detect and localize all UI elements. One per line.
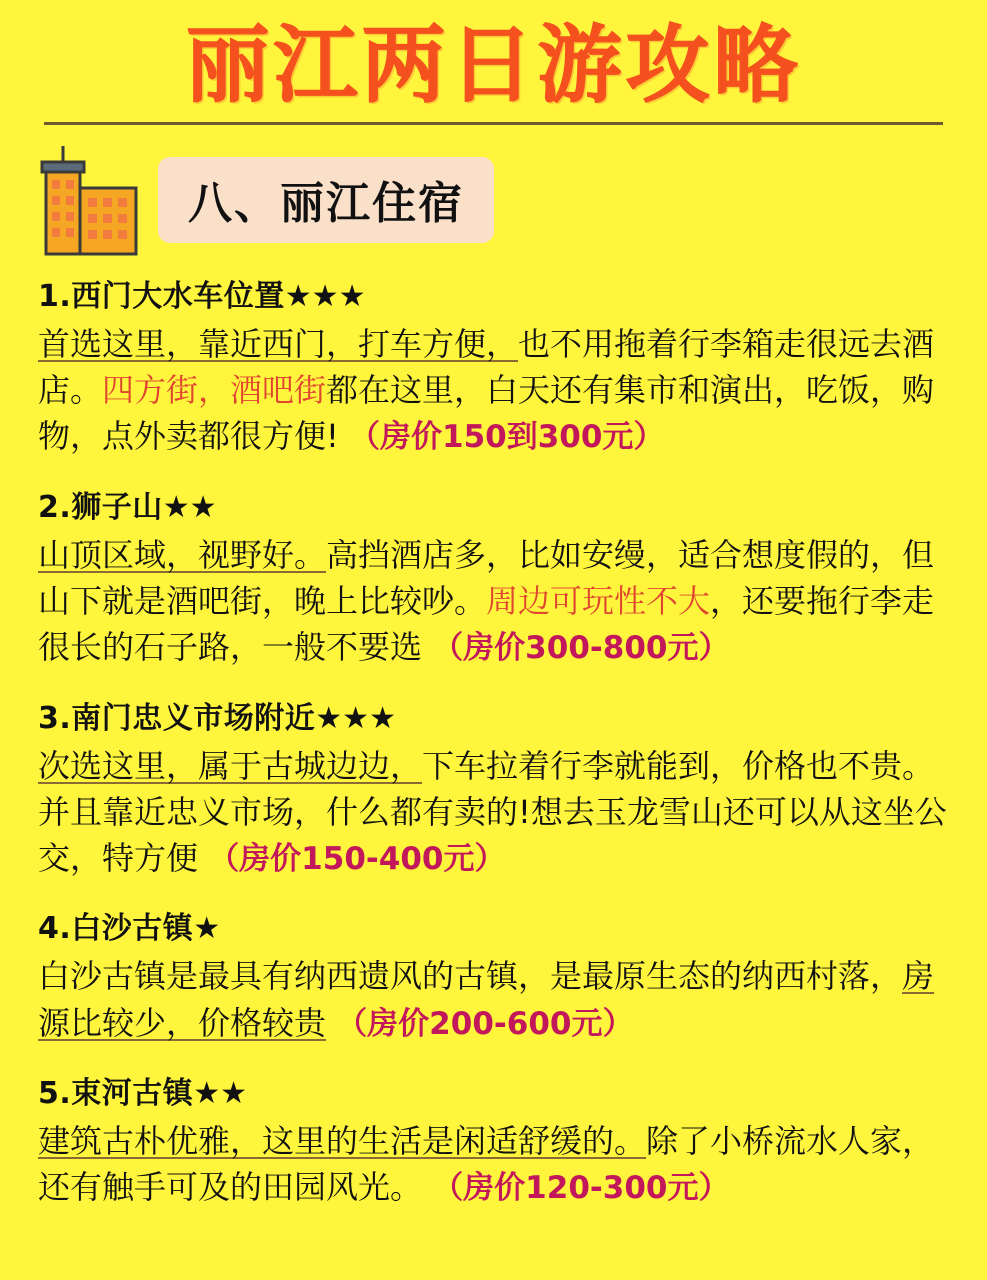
page-title: 丽江两日游攻略 (185, 16, 802, 114)
item-title (38, 1068, 949, 1112)
item-segment-underline: 次选这里，属于古城边边， (38, 746, 423, 785)
item-price: （房价150-400元） (208, 840, 506, 877)
item-body (38, 1118, 949, 1211)
item-segment-plain: 除了小桥流水人家，还有触手可及的田园风光。 (38, 1122, 935, 1207)
item-number: 4. (38, 911, 72, 947)
item-stars: ★★★ (284, 279, 366, 315)
list-item (38, 271, 949, 460)
item-segment-plain: 也不用拖着行李箱走很远去酒店。 (38, 325, 935, 410)
title-block (38, 0, 949, 125)
item-segment-plain: 白沙古镇是最具有纳西遗风的古镇，是最原生态的纳西村落， (38, 957, 903, 996)
item-price: （房价200-600元） (336, 1005, 634, 1042)
item-title (38, 693, 949, 737)
item-segment-highlight: 周边可玩性不大 (486, 581, 711, 620)
item-segment-plain: 下车拉着行李就能到，价格也不贵。并且靠近忠义市场，什么都有卖的!想去玉龙雪山还可以从这坐公交，特方便 (38, 746, 947, 877)
item-stars: ★★★ (315, 700, 396, 736)
item-segment-plain: 都在这里，白天还有集市和演出，吃饭，购物，点外卖都很方便! (38, 371, 935, 456)
title-divider (44, 122, 943, 125)
section-title: 八、丽江住宿 (188, 178, 464, 230)
item-body (38, 532, 949, 671)
item-number: 2. (38, 489, 72, 525)
item-name: 白沙古镇 (71, 911, 194, 947)
item-segment-underline: 房源比较少，价格较贵 (38, 957, 935, 1042)
item-title (38, 482, 949, 526)
list-item (38, 693, 949, 882)
item-body (38, 953, 949, 1046)
item-price: （房价300-800元） (432, 630, 730, 667)
item-number: 5. (38, 1076, 72, 1112)
item-number: 3. (38, 700, 72, 736)
item-number: 1. (38, 279, 72, 315)
item-segment-underline: 首选这里，靠近西门，打车方便， (38, 325, 519, 364)
item-price: （房价120-300元） (432, 1170, 730, 1207)
item-name: 束河古镇 (71, 1076, 194, 1112)
item-stars: ★ (193, 911, 221, 947)
lodging-list (38, 271, 949, 1211)
item-name: 西门大水车位置 (71, 279, 285, 315)
list-item (38, 903, 949, 1046)
item-segment-highlight: 四方街，酒吧街 (102, 371, 327, 410)
item-title (38, 271, 949, 315)
item-segment-underline: 山顶区域，视野好。 (38, 535, 327, 574)
item-body (38, 321, 949, 460)
item-stars: ★★ (193, 1076, 248, 1112)
item-title (38, 903, 949, 947)
building-icon (40, 144, 144, 256)
item-body (38, 743, 949, 882)
list-item (38, 482, 949, 671)
item-segment-plain: 高挡酒店多，比如安缦，适合想度假的，但山下就是酒吧街，晚上比较吵。 (38, 535, 935, 620)
section-title-pill (158, 157, 494, 243)
section-header (38, 141, 949, 259)
item-name: 狮子山 (71, 489, 163, 525)
item-stars: ★★ (162, 489, 217, 525)
list-item (38, 1068, 949, 1211)
item-price: （房价150到300元） (349, 419, 665, 456)
item-name: 南门忠义市场附近 (71, 700, 316, 736)
item-segment-underline: 建筑古朴优雅，这里的生活是闲适舒缓的。 (38, 1122, 647, 1161)
item-segment-plain: ，还要拖行李走很长的石子路，一般不要选 (38, 581, 935, 667)
